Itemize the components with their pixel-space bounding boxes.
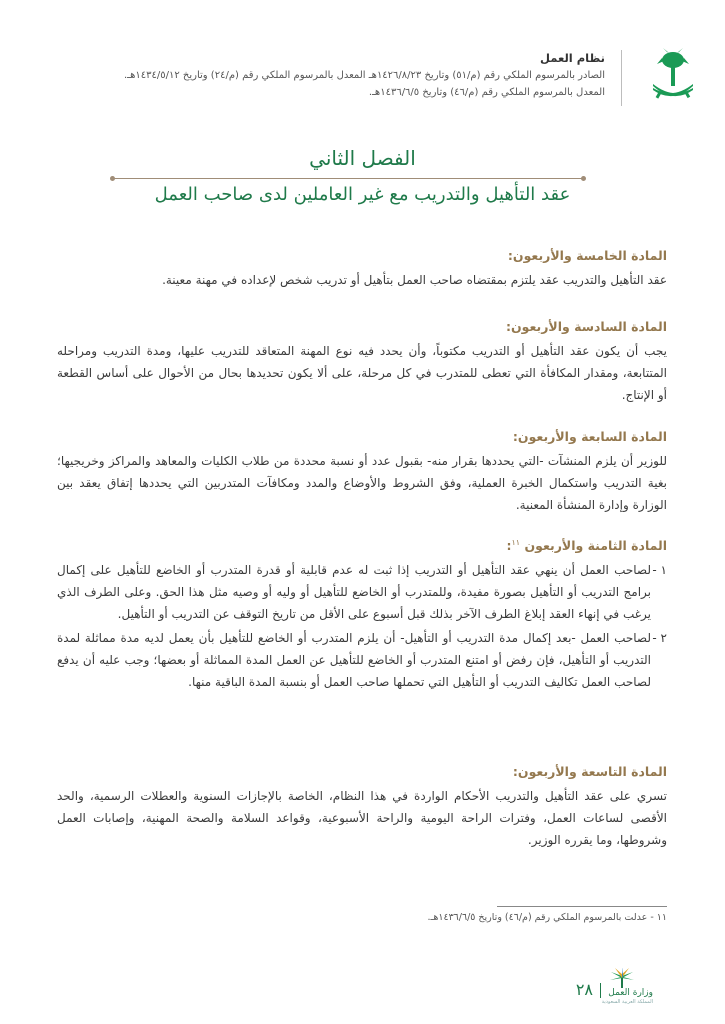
footnote-ref[interactable]: ١١: [511, 538, 521, 547]
article-title: المادة السادسة والأربعون:: [505, 319, 667, 334]
article-clause-2: [57, 627, 667, 693]
clause-text: لصاحب العمل -بعد إكمال مدة التدريب أو التأهيل- أن يلزم المتدرب أو الخاضع للتأهيل بأن يعمل لديه مدة مماثلة لمدة التدريب أو التأهيل، فإن رفض أو امتنع المتدرب أو الخاضع للتأهيل عن العمل المدة المماثلة أو بعضها؛ وجب عليه أن يدفع لصاحب العمل تكاليف التدريب أو التأهيل التي تحملها صاحب العمل أو بنسبة المدة الباقية منها.: [57, 631, 651, 690]
clause-number: ٢ -: [652, 631, 667, 646]
header-divider: [621, 50, 622, 106]
page-footer: [0, 968, 725, 1008]
article-body: عقد التأهيل والتدريب عقد يلتزم بمقتضاه صاحب العمل بتأهيل أو تدريب شخص لإعداده في مهنة معينة.: [162, 273, 667, 287]
article-clause-1: [57, 559, 667, 625]
article-title-colon: :: [506, 538, 512, 554]
ministry-palm-logo-icon: [607, 968, 637, 990]
separator-dot-right: [581, 176, 586, 181]
footnote: ١١ - عدلت بالمرسوم الملكي رقم (م/٤٦) وتاريخ ١٤٣٦/٦/٥هـ.: [427, 912, 667, 923]
article-title: المادة السابعة والأربعون:: [512, 429, 667, 444]
document-header: [0, 42, 725, 112]
chapter-separator: [112, 178, 584, 179]
article-title: المادة الخامسة والأربعون:: [507, 248, 667, 263]
footer-divider: [600, 983, 601, 998]
chapter-title: الفصل الثاني: [309, 146, 416, 170]
decree-line-1: الصادر بالمرسوم الملكي رقم (م/٥١) وتاريخ ١٤٢٦/٨/٢٣هـ المعدل بالمرسوم الملكي رقم (م/٢٤) وتاريخ ١٤٣٤/٥/١٢هـ.: [123, 70, 605, 81]
law-title: نظام العمل: [540, 51, 605, 65]
decree-line-2: المعدل بالمرسوم الملكي رقم (م/٤٦) وتاريخ ١٤٣٦/٦/٥هـ.: [368, 87, 605, 98]
article-title-text: المادة الثامنة والأربعون: [524, 538, 667, 554]
article-45: [57, 246, 667, 291]
article-48: [57, 533, 667, 695]
ministry-subtitle: المملكة العربية السعودية: [601, 999, 653, 1005]
article-title: المادة التاسعة والأربعون:: [512, 764, 667, 779]
chapter-subtitle: عقد التأهيل والتدريب مع غير العاملين لدى صاحب العمل: [154, 184, 571, 205]
footnote-separator: [497, 906, 667, 907]
separator-dot-left: [110, 176, 115, 181]
article-body: تسري على عقد التأهيل والتدريب الأحكام الواردة في هذا النظام، الخاصة بالإجازات السنوية والعطلات الرسمية، والحد الأقصى لساعات العمل، وفترات الراحة اليومية والراحة الأسبوعية، وقواعد السلامة والصحة المهنية، وإصابات العمل وشروطها، وما يقرره الوزير.: [57, 789, 667, 847]
article-body: يجب أن يكون عقد التأهيل أو التدريب مكتوباً، وأن يحدد فيه نوع المهنة المتعاقد للتدريب عليها، ومدة التدريب ومراحله المتتابعة، ومقدار المكافأة التي تعطى للمتدرب في كل مرحلة، على ألا يكون تحديدها بحال من الأحوال على أساس القطعة أو الإنتاج.: [57, 344, 667, 402]
article-title: [57, 533, 667, 556]
article-47: [57, 427, 667, 516]
ministry-name: وزارة العمل: [608, 988, 653, 998]
article-body: للوزير أن يلزم المنشآت -التي يحددها بقرار منه- بقبول عدد أو نسبة محددة من طلاب الكليات والمعاهد والمراكز وخريجيها؛ بغية التدريب واستكمال الخبرة العملية، وفق الشروط والأوضاع والمدد ومكافآت المتدربين التي يحددها إتفاق يعقد بين الوزارة وإدارة المنشأة المعنية.: [57, 454, 667, 512]
clause-number: ١ -: [652, 563, 667, 578]
clause-text: لصاحب العمل أن ينهي عقد التأهيل أو التدريب إذا ثبت له عدم قابلية أو قدرة المتدرب أو الخاضع للتأهيل على إكمال برامج التدريب أو التأهيل بصورة مفيدة، وللمتدرب أو الخاضع للتأهيل أو وليه أو وصيه مثل هذا الحق. وعلى الطرف الذي يرغب في إنهاء العقد إبلاغ الطرف الآخر بذلك قبل أسبوع على الأقل من تاريخ التوقف عن التدريب أو التأهيل.: [57, 563, 651, 622]
page-number: ٢٨: [575, 980, 593, 999]
article-49: [57, 762, 667, 851]
palm-swords-emblem-icon: [649, 48, 697, 106]
article-46: [57, 317, 667, 406]
